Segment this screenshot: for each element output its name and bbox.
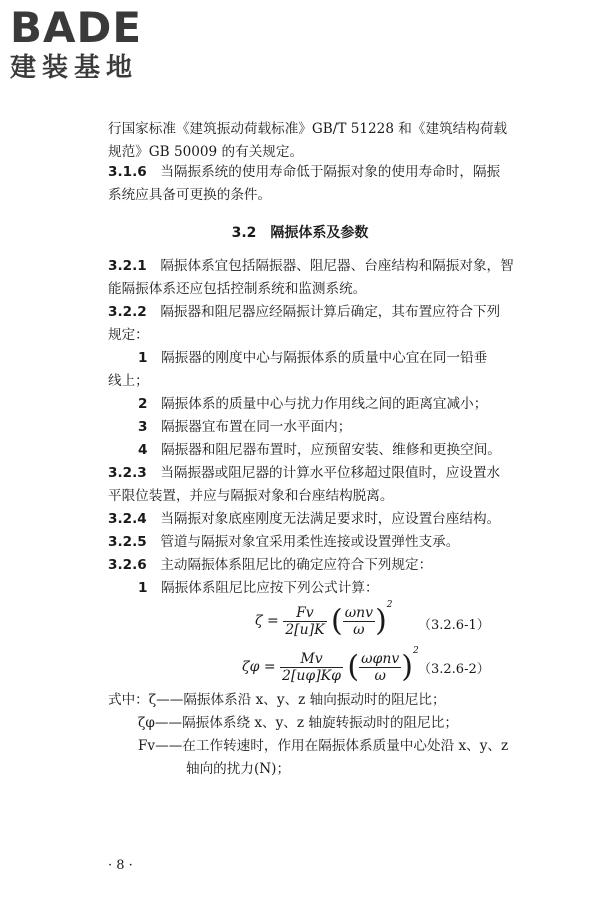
clause-text: 主动隔振体系阻尼比的确定应符合下列规定： [160, 557, 433, 573]
item-text: 隔振体系的质量中心与扰力作用线之间的距离宜减小； [161, 396, 488, 412]
clause-number: 3.2.5 [108, 534, 147, 550]
formula-3-2-6-1: ζ = $\frac{Fv}{2[u]K}$ ( $\frac{\text{ωnv}}{\omega}$ )$^2$ [255, 600, 393, 639]
exponent: 2 [413, 646, 419, 656]
text-line: 规范》GB 50009 的有关规定。 [108, 144, 304, 160]
text-line: 线上； [108, 373, 149, 389]
clause-3-2-2 [108, 302, 500, 322]
clause-number: 3.2.6 [108, 557, 147, 573]
item-text: 隔振器宜布置在同一水平面内； [161, 419, 352, 435]
clause-3-2-6 [108, 555, 432, 575]
clause-3-2-5 [108, 532, 459, 552]
clause-text: 隔振体系宜包括隔振器、阻尼器、台座结构和隔振对象，智 [160, 258, 514, 274]
bade-logo [10, 3, 180, 84]
text-line: 系统应具备可更换的条件。 [108, 187, 272, 203]
text-line: 规定： [108, 327, 149, 343]
clause-text: 当隔振系统的使用寿命低于隔振对象的使用寿命时，隔振 [160, 164, 501, 180]
logo-subtext: 建装基地 [10, 53, 139, 83]
text-line: 行国家标准《建筑振动荷载标准》GB/T 51228 和《建筑结构荷载 [108, 121, 508, 137]
clause-number: 3.2.2 [108, 304, 147, 320]
clause-3-1-6 [108, 162, 500, 182]
formula-fraction [283, 605, 326, 638]
denominator: 2[uφ]Kφ [282, 667, 341, 684]
text-line: 能隔振体系还应包括控制系统和监测系统。 [108, 281, 367, 297]
formula-lhs: ζ [255, 613, 263, 629]
text-line: 轴向的扰力(N)； [186, 761, 291, 777]
item-text: 隔振器的刚度中心与隔振体系的质量中心宜在同一铅垂 [161, 350, 488, 366]
equation-number: （3.2.6-2） [418, 662, 490, 677]
item-number: 3 [138, 419, 148, 435]
list-item [138, 394, 487, 414]
formula-ratio [343, 605, 375, 638]
symbol-definition: 式中：ζ——隔振体系沿 x、y、z 轴向振动时的阻尼比； [108, 692, 446, 708]
denominator: ω [374, 667, 386, 684]
formula-fraction [280, 651, 343, 684]
page-number: · 8 · [108, 858, 133, 873]
formula-lhs: ζφ [242, 659, 260, 675]
text-line: 平限位装置，并应与隔振对象和台座结构脱离。 [108, 488, 394, 504]
clause-3-2-4 [108, 509, 500, 529]
item-number: 2 [138, 396, 148, 412]
list-item [138, 578, 379, 598]
clause-text: 当隔振对象底座刚度无法满足要求时，应设置台座结构。 [160, 511, 501, 527]
formula-3-2-6-2: ζφ = $\frac{Mv}{2[u\varphi]K\varphi}$ ( $\frac{\text{ωφnv}}{\omega}$ )$^2$ [242, 646, 419, 685]
item-text: 隔振体系阻尼比应按下列公式计算： [161, 580, 379, 596]
numerator: ωnv [344, 604, 374, 621]
numerator: Fv [283, 605, 326, 622]
list-item [138, 417, 351, 437]
symbol-definition: Fv——在工作转速时，作用在隔振体系质量中心处沿 x、y、z [138, 738, 509, 754]
clause-text: 当隔振器或阻尼器的计算水平位移超过限值时，应设置水 [160, 465, 501, 481]
equation-number: （3.2.6-1） [418, 618, 490, 633]
formula-ratio [359, 651, 401, 684]
clause-number: 3.1.6 [108, 164, 147, 180]
item-number: 4 [138, 442, 148, 458]
clause-3-2-1 [108, 256, 514, 276]
section-title: 3.2 隔振体系及参数 [231, 225, 369, 241]
logo-text: BADE [10, 3, 143, 52]
clause-text: 管道与隔振对象宜采用柔性连接或设置弹性支承。 [160, 534, 460, 550]
item-text: 隔振器和阻尼器布置时，应预留安装、维修和更换空间。 [161, 442, 501, 458]
clause-text: 隔振器和阻尼器应经隔振计算后确定，其布置应符合下列 [160, 304, 501, 320]
exponent: 2 [386, 600, 393, 610]
list-item [138, 348, 487, 368]
clause-number: 3.2.1 [108, 258, 147, 274]
denominator: ω [353, 621, 365, 638]
list-item [138, 440, 501, 460]
numerator: ωφnv [361, 650, 400, 667]
item-number: 1 [138, 580, 148, 596]
clause-3-2-3 [108, 463, 500, 483]
symbol-definition: ζφ——隔振体系绕 x、y、z 轴旋转振动时的阻尼比； [138, 715, 458, 731]
denominator: 2[u]K [285, 621, 325, 638]
numerator: Mv [280, 651, 343, 668]
item-number: 1 [138, 350, 148, 366]
clause-number: 3.2.4 [108, 511, 147, 527]
clause-number: 3.2.3 [108, 465, 147, 481]
